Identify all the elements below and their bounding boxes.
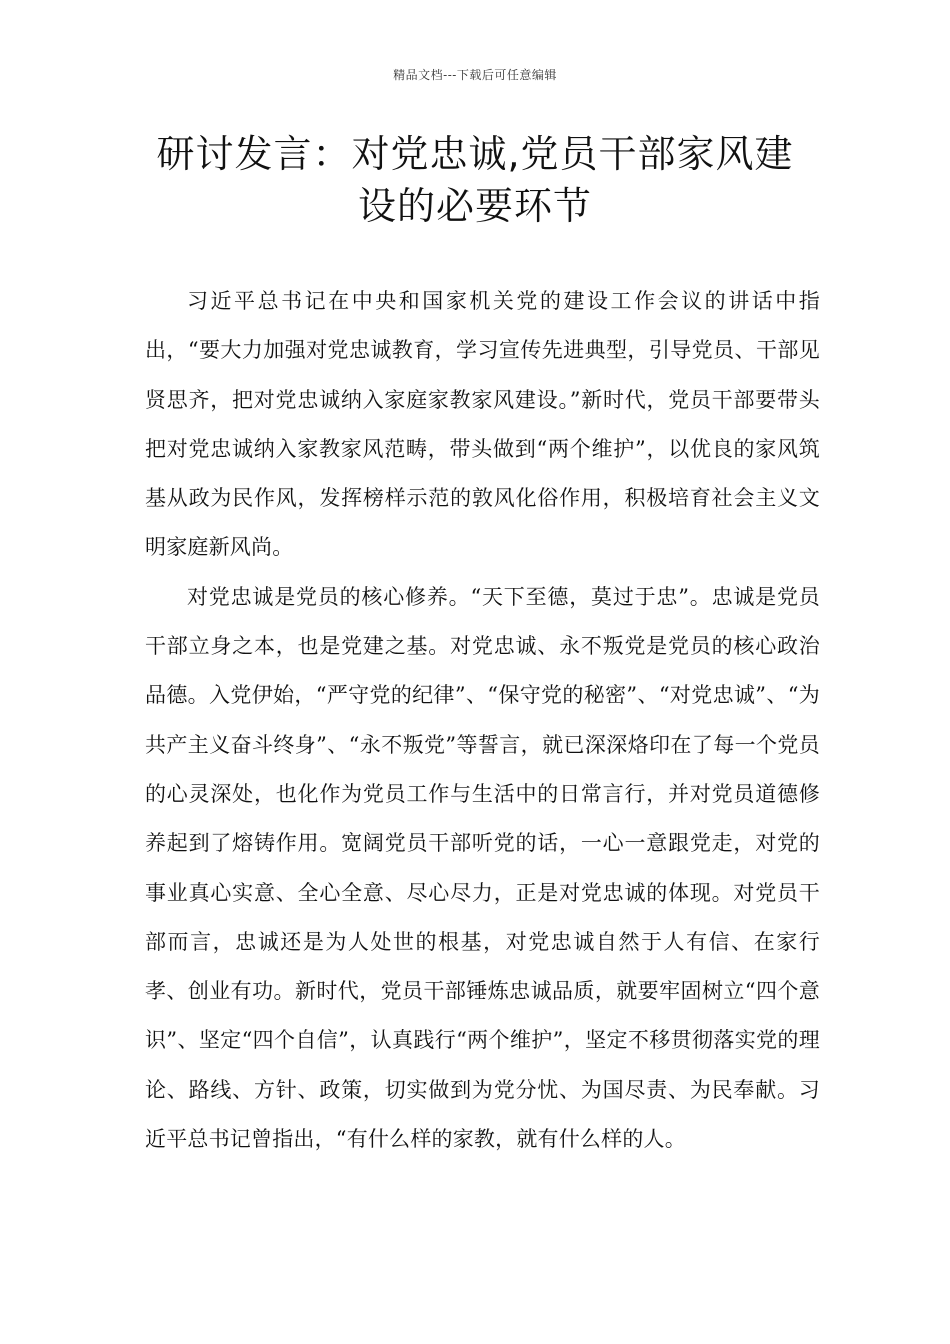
document-body (145, 277, 820, 1164)
paragraph-1: 习近平总书记在中央和国家机关党的建设工作会议的讲话中指出，“要大力加强对党忠诚教育，学习宣传先进典型，引导党员、干部见贤思齐，把对党忠诚纳入家庭家教家风建设。”新时代，党员干部要带头把对党忠诚纳入家教家风范畴，带头做到“两个维护”，以优良的家风筑基从政为民作风，发挥榜样示范的敦风化俗作用，积极培育社会主义文明家庭新风尚。 (145, 289, 820, 560)
paragraph-2: 对党忠诚是党员的核心修养。“天下至德，莫过于忠”。忠诚是党员干部立身之本，也是党建之基。对党忠诚、永不叛党是党员的核心政治品德。入党伊始，“严守党的纪律”、“保守党的秘密”、“对党忠诚”、“为共产主义奋斗终身”、“永不叛党”等誓言，就已深深烙印在了每一个党员的心灵深处，也化作为党员工作与生活中的日常言行，并对党员道德修养起到了熔铸作用。宽阔党员干部听党的话，一心一意跟党走，对党的事业真心实意、全心全意、尽心尽力，正是对党忠诚的体现。对党员干部而言，忠诚还是为人处世的根基，对党忠诚自然于人有信、在家行孝、创业有功。新时代，党员干部锤炼忠诚品质，就要牢固树立“四个意识”、坚定“四个自信”，认真践行“两个维护”，坚定不移贯彻落实党的理论、路线、方针、政策，切实做到为党分忧、为国尽责、为民奉献。习近平总书记曾指出，“有什么样的家教，就有什么样的人。 (145, 584, 820, 1152)
document-title: 研讨发言：对党忠诚,党员干部家风建设的必要环节 (156, 132, 794, 228)
page-header: 精品文档---下载后可任意编辑 (393, 68, 557, 82)
